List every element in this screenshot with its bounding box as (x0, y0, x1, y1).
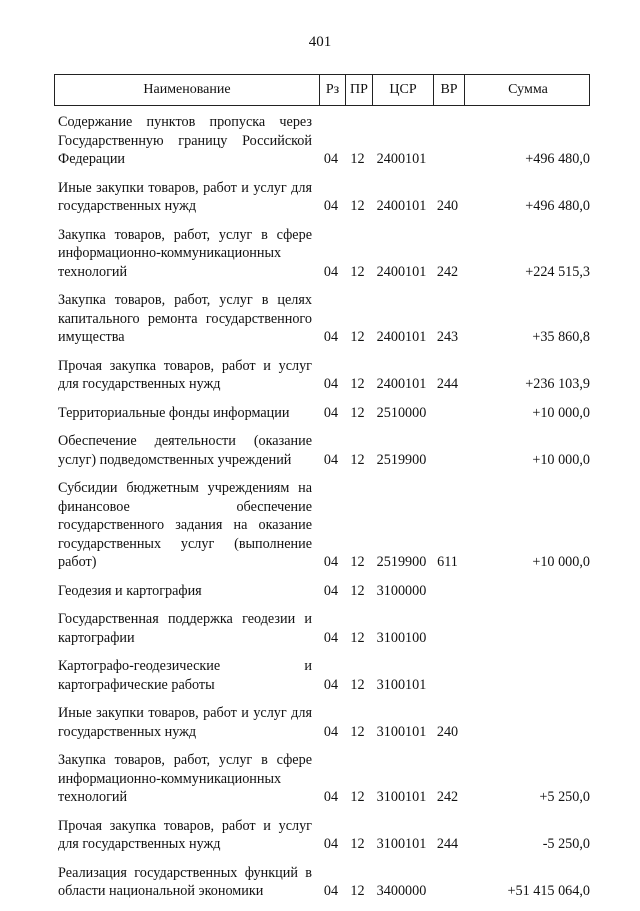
cell-rz: 04 (323, 554, 339, 570)
table-header (54, 74, 590, 106)
cell-pr: 12 (350, 723, 365, 740)
cell-sum: +10 000,0 (532, 404, 590, 421)
cell-csr: 3100101 (376, 723, 427, 740)
cell-vr: 240 (436, 723, 459, 740)
table-row (54, 657, 590, 694)
cell-pr: 12 (350, 198, 365, 214)
cell-rz: 04 (323, 263, 339, 280)
table-row (54, 404, 590, 423)
cell-pr: 12 (350, 836, 365, 852)
cell-rz: 04 (323, 151, 339, 167)
cell-name: Картографо-геодезические и картографические работы (58, 658, 312, 693)
cell-rz: 04 (323, 723, 339, 740)
cell-sum: +35 860,8 (532, 329, 590, 345)
cell-name: Реализация государственных функций в области национальной экономики (58, 864, 312, 899)
cell-pr: 12 (350, 376, 365, 392)
cell-rz: 04 (323, 676, 339, 693)
cell-pr: 12 (350, 582, 365, 599)
cell-pr: 12 (350, 451, 365, 468)
cell-pr: 12 (350, 629, 365, 646)
cell-vr: 240 (436, 198, 459, 214)
cell-csr: 2400101 (376, 198, 427, 214)
cell-rz: 04 (323, 582, 339, 599)
cell-rz: 04 (323, 451, 339, 468)
cell-csr: 3100101 (376, 789, 427, 805)
header-pr: ПР (345, 75, 372, 105)
cell-sum: +496 480,0 (525, 151, 590, 167)
cell-csr: 2510000 (376, 404, 427, 421)
table-row (54, 479, 590, 572)
cell-vr: 244 (436, 836, 459, 852)
page-number: 401 (308, 34, 332, 50)
cell-vr: 242 (436, 263, 459, 280)
cell-name: Территориальные фонды информации (58, 404, 290, 421)
budget-table (54, 74, 590, 911)
cell-rz: 04 (323, 198, 339, 214)
cell-csr: 3100000 (376, 582, 427, 599)
table-row (54, 751, 590, 807)
cell-pr: 12 (350, 151, 365, 167)
table-row (54, 291, 590, 347)
cell-sum: +5 250,0 (539, 789, 590, 805)
table-body (54, 106, 590, 901)
table-row (54, 582, 590, 601)
cell-vr: 242 (436, 789, 459, 805)
cell-csr: 2400101 (376, 329, 427, 345)
cell-name: Субсидии бюджетным учреждениям на финансовое обеспечение государственного задания на оказание государственных услуг (выполнение работ) (58, 480, 312, 570)
cell-rz: 04 (323, 404, 339, 421)
cell-name: Закупка товаров, работ, услуг в сфере информационно-коммуникационных технологий (58, 226, 312, 280)
cell-pr: 12 (350, 554, 365, 570)
cell-vr: 244 (436, 376, 459, 392)
table-row (54, 610, 590, 647)
cell-pr: 12 (350, 789, 365, 805)
cell-name: Содержание пунктов пропуска через Государственную границу Российской Федерации (58, 114, 312, 167)
header-name: Наименование (143, 82, 231, 97)
cell-vr: 611 (437, 554, 458, 570)
cell-sum: +51 415 064,0 (507, 883, 590, 899)
table-row (54, 113, 590, 169)
cell-rz: 04 (323, 629, 339, 646)
table-row (54, 432, 590, 469)
cell-csr: 3100101 (376, 676, 427, 693)
table-row (54, 864, 590, 901)
cell-pr: 12 (350, 883, 365, 899)
table-row (54, 817, 590, 854)
cell-name: Прочая закупка товаров, работ и услуг для государственных нужд (58, 357, 312, 392)
table-row (54, 226, 590, 282)
cell-csr: 3100100 (376, 629, 427, 646)
header-sum: Сумма (464, 75, 591, 105)
cell-csr: 2519900 (376, 451, 427, 468)
cell-name: Обеспечение деятельности (оказание услуг) подведомственных учреждений (58, 433, 312, 468)
cell-sum: +10 000,0 (532, 554, 590, 570)
cell-vr: 243 (436, 329, 459, 345)
cell-sum: +10 000,0 (532, 451, 590, 468)
cell-csr: 2400101 (376, 376, 427, 392)
cell-sum: +224 515,3 (525, 263, 590, 280)
cell-name: Закупка товаров, работ, услуг в целях капитального ремонта государственного имущества (58, 292, 312, 345)
cell-pr: 12 (350, 676, 365, 693)
cell-name: Иные закупки товаров, работ и услуг для государственных нужд (58, 179, 312, 214)
cell-name: Геодезия и картография (58, 582, 202, 599)
table-row (54, 704, 590, 741)
cell-name: Государственная поддержка геодезии и картографии (58, 611, 312, 646)
header-rz: Рз (319, 75, 345, 105)
cell-pr: 12 (350, 404, 365, 421)
cell-name: Прочая закупка товаров, работ и услуг для государственных нужд (58, 817, 312, 852)
header-vr: ВР (433, 75, 464, 105)
table-row (54, 179, 590, 216)
cell-csr: 2400101 (376, 151, 427, 167)
cell-pr: 12 (350, 263, 365, 280)
cell-sum: +236 103,9 (525, 376, 590, 392)
cell-pr: 12 (350, 329, 365, 345)
cell-csr: 3400000 (376, 883, 427, 899)
cell-sum: -5 250,0 (542, 836, 590, 852)
cell-sum: +496 480,0 (525, 198, 590, 214)
cell-csr: 2400101 (376, 263, 427, 280)
cell-rz: 04 (323, 329, 339, 345)
cell-name: Иные закупки товаров, работ и услуг для государственных нужд (58, 705, 312, 740)
header-csr: ЦСР (372, 75, 433, 105)
cell-rz: 04 (323, 836, 339, 852)
cell-csr: 2519900 (376, 554, 427, 570)
cell-csr: 3100101 (376, 836, 427, 852)
table-row (54, 357, 590, 394)
cell-rz: 04 (323, 883, 339, 899)
cell-rz: 04 (323, 376, 339, 392)
cell-rz: 04 (323, 789, 339, 805)
cell-name: Закупка товаров, работ, услуг в сфере информационно-коммуникационных технологий (58, 752, 312, 805)
